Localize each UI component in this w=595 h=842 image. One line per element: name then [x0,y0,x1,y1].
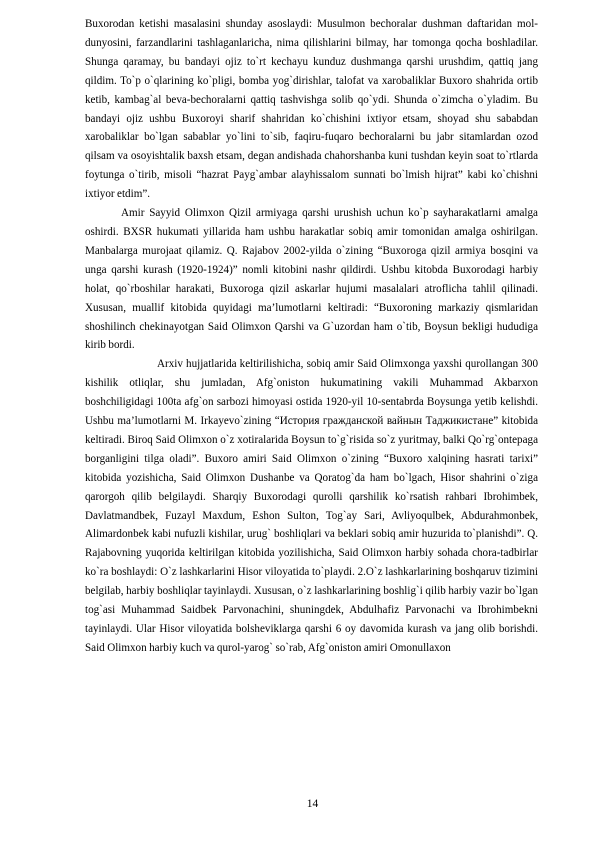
page-number: 14 [306,798,319,810]
paragraph-1: Buxorodan ketishi masalasini shunday asoslaydi: Musulmon bechoralar dushman daftaridan mol-dunyosini, farzandlarini tashlaganlaricha, nima qilishlarini bilmay, har tomonga qocha boshladilar. Shunga qaramay, bu bandayi ojiz to`rt kechayu kunduz dushmanga qarshi urushdim, qattiq jang qildim. To`p o`qlarining ko`pligi, bomba yog`dirishlar, talofat va xarobaliklar Buxoro shahrida ortib ketib, kambag`al beva-bechoralarni qattiq tashvishga solib qo`ydi. Shunda o`zimcha o`yladim. Bu bandayi ojiz ushbu Buxoroyi sharif shahridan ko`chishini ixtiyor etsam, shoyad shu sababdan xarobaliklar bo`lgan sabablar yo`lini to`sib, faqiru-fuqaro bechoralarni bu jabr sitamlardan ozod qilsam va osoyishtalik baxsh etsam, degan andishada chahorshanba kuni tushdan keyin soat to`rtlarda foytunga o`tirib, misoli “hazrat Payg`ambar alayhissalom sunnati bo`lmish hijrat” kabi ko`chishni ixtiyor etdim”. [85,18,538,201]
paragraph-2: Amir Sayyid Olimxon Qizil armiyaga qarshi urushish uchun ko`p sayharakatlarni amalga oshirdi. BXSR hukumati yillarida ham ushbu harakatlar sobiq amir tomonidan amalga oshirilgan. Manbalarga murojaat qilamiz. Q. Rajabov 2002-yilda o`zining “Buxoroga qizil armiya bosqini va unga qarshi kurash (1920-1924)” nomli kitobini nashr qildirdi. Ushbu kitobda Buxorodagi harbiy holat, qo`rboshilar harakati, Buxoroga qizil askarlar hujumi masalalari atroflicha tahlil qilinadi. Xususan, muallif kitobida quyidagi ma’lumotlarni keltiradi: “Buxoroning markaziy qismlaridan shoshilinch chekinayotgan Said Olimxon Qarshi va G`uzordan ham o`tib, Boysun bekligi hududiga kirib bordi. [85,207,538,352]
paragraph-3: Arxiv hujjatlarida keltirilishicha, sobiq amir Said Olimxonga yaxshi qurollangan 300 kishilik otliqlar, shu jumladan, Afg`oniston hukumatining vakili Muhammad Akbarxon boshchiligidagi 100ta afg`on sarbozi himoyasi ostida 1920-yil 10-sentabrda Boysunga yetib kelishdi. Ushbu ma’lumotlarni M. Irkayevo`zining “История гражданской вайнын Таджикистане” kitobida keltiradi. Biroq Said Olimxon o`z xotiralarida Boysun to`g`risida so`z yuritmay, balki Qo`rg`ontepaga borganligini tilga oladi”. Buxoro amiri Said Olimxon o`zining “Buxoro xalqining hasrati tarixi” kitobida yozishicha, Said Olimxon Dushanbe va Qoratog`da ham bo`lgach, Hisor shahrini o`ziga qarorgoh qilib belgilaydi. Sharqiy Buxorodagi qurolli qarshilik ko`rsatish rahbari Ibrohimbek, Davlatmandbek, Fuzayl Maxdum, Eshon Sulton, Tog`ay Sari, Avliyoqulbek, Abdurahmonbek, Alimardonbek kabi nufuzli kishilar, urug` boshliqlari va beklari sobiq amir huzurida to`planishdi”. Q. Rajabovning yuqorida keltirilgan kitobida yozilishicha, Said Olimxon harbiy sohada chora-tadbirlar ko`ra boshlaydi: O`z lashkarlarini Hisor viloyatida to`playdi. 2.O`z lashkarlarining boshqaruv tizimini belgilab, harbiy boshliqlar tayinlaydi. Xususan, o`z lashkarlarining boshlig`i qilib harbiy vazir bo`lgan tog`asi Muhammad Saidbek Parvonachini, shuningdek, Abdulhafiz Parvonachi va Ibrohimbekni tayinlaydi. Ular Hisor viloyatida bolsheviklarga qarshi 6 oy davomida kurash va jang olib borishdi. Said Olimxon harbiy kuch va qurol-yarog` so`rab, Afg`oniston amiri Omonullaxon [85,358,538,654]
